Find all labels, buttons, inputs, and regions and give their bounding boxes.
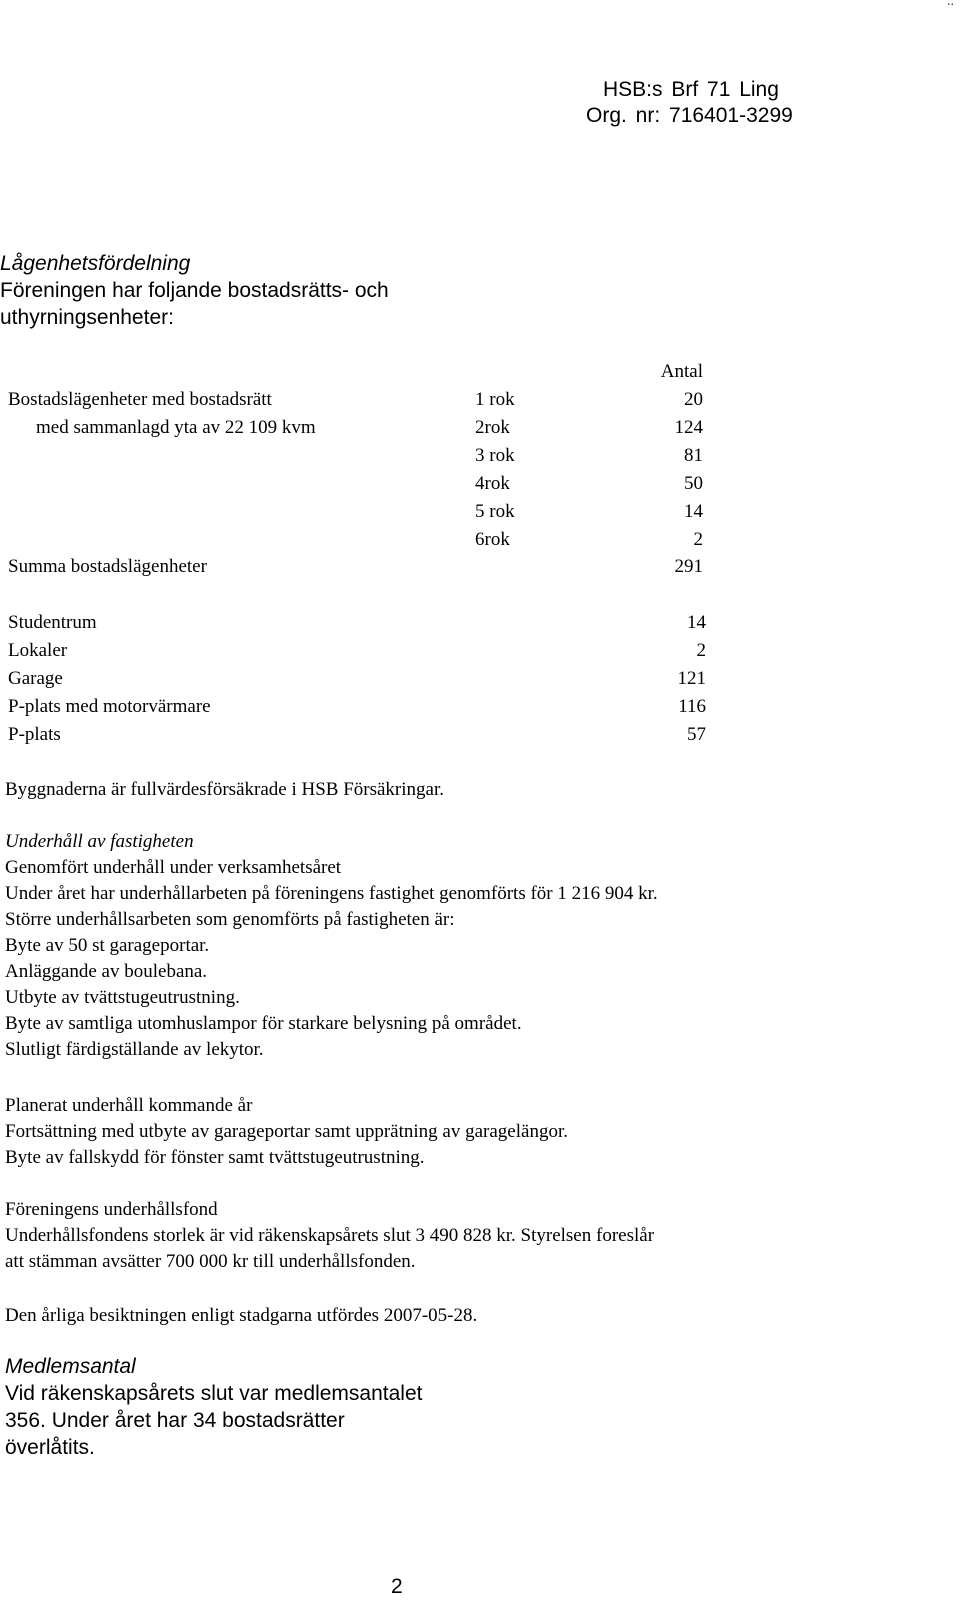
fund-heading: Föreningens underhållsfond [5, 1199, 218, 1220]
other-unit-label-2: Lokaler [8, 640, 68, 661]
corner-mark: .. [947, 0, 954, 9]
planned-maintenance-section [5, 1093, 568, 1171]
other-unit-label-3: Garage [8, 668, 63, 689]
maintenance-line: Byte av 50 st garageportar. [5, 935, 210, 956]
members-heading: Medlemsantal [5, 1355, 136, 1378]
apt-count-4: 50 [684, 473, 703, 494]
planned-line: Byte av fallskydd för fönster samt tvättstugeutrustning. [5, 1147, 425, 1168]
association-name: HSB:s Brf 71 Ling [603, 78, 779, 101]
inspection-note: Den årliga besiktningen enligt stadgarna utfördes 2007-05-28. [5, 1305, 478, 1326]
planned-line: Fortsättning med utbyte av garageportar samt upprätning av garagelängor. [5, 1121, 568, 1142]
members-section [5, 1353, 422, 1461]
other-unit-count-5: 57 [687, 724, 706, 745]
maintenance-heading: Underhåll av fastigheten [5, 831, 194, 852]
apt-type-2: 2rok [475, 417, 510, 438]
apt-count-2: 124 [674, 417, 703, 438]
other-unit-label-5: P-plats [8, 724, 61, 745]
other-unit-count-2: 2 [696, 640, 706, 661]
members-line: 356. Under året har 34 bostadsrätter [5, 1409, 345, 1432]
sum-value: 291 [674, 556, 703, 577]
maintenance-line: Större underhållsarbeten som genomförts på fastigheten är: [5, 909, 455, 930]
maintenance-line: Slutligt färdigställande av lekytor. [5, 1039, 264, 1060]
org-number: Org. nr: 716401-3299 [586, 104, 793, 127]
other-unit-count-3: 121 [677, 668, 706, 689]
intro-section [0, 250, 389, 331]
apt-type-6: 6rok [475, 529, 510, 550]
sum-label: Summa bostadslägenheter [8, 556, 207, 577]
insurance-note: Byggnaderna är fullvärdesförsäkrade i HSB Försäkringar. [5, 779, 444, 800]
maintenance-fund-section [5, 1197, 654, 1275]
row-label-apartments: Bostadslägenheter med bostadsrätt [8, 389, 272, 410]
maintenance-section [5, 829, 658, 1063]
apt-type-1: 1 rok [475, 389, 515, 410]
members-line: överlåtits. [5, 1436, 95, 1459]
members-line: Vid räkenskapsårets slut var medlemsantalet [5, 1382, 423, 1405]
apt-count-1: 20 [684, 389, 703, 410]
apt-type-3: 3 rok [475, 445, 515, 466]
maintenance-line: Byte av samtliga utomhuslampor för starkare belysning på området. [5, 1013, 522, 1034]
apt-type-4: 4rok [475, 473, 510, 494]
apt-count-3: 81 [684, 445, 703, 466]
maintenance-line: Anläggande av boulebana. [5, 961, 208, 982]
other-unit-count-1: 14 [687, 612, 706, 633]
intro-line-1: Föreningen har foljande bostadsrätts- och [0, 279, 389, 302]
fund-line: Underhållsfondens storlek är vid räkenskapsårets slut 3 490 828 kr. Styrelsen foreslår [5, 1225, 655, 1246]
antal-column-header: Antal [660, 361, 703, 382]
page-number: 2 [391, 1575, 403, 1598]
apt-type-5: 5 rok [475, 501, 515, 522]
other-unit-label-1: Studentrum [8, 612, 97, 633]
fund-line: att stämman avsätter 700 000 kr till underhållsfonden. [5, 1251, 416, 1272]
row-label-area: med sammanlagd yta av 22 109 kvm [36, 417, 316, 438]
maintenance-line: Genomfört underhåll under verksamhetsåret [5, 857, 342, 878]
other-unit-count-4: 116 [678, 696, 706, 717]
apt-count-5: 14 [684, 501, 703, 522]
apartment-distribution-heading: Lågenhetsfördelning [0, 252, 191, 275]
apt-count-6: 2 [693, 529, 703, 550]
maintenance-line: Under året har underhållarbeten på föreningens fastighet genomförts för 1 216 904 kr. [5, 883, 658, 904]
intro-line-2: uthyrningsenheter: [0, 306, 174, 329]
planned-heading: Planerat underhåll kommande år [5, 1095, 253, 1116]
other-unit-label-4: P-plats med motorvärmare [8, 696, 211, 717]
maintenance-line: Utbyte av tvättstugeutrustning. [5, 987, 240, 1008]
